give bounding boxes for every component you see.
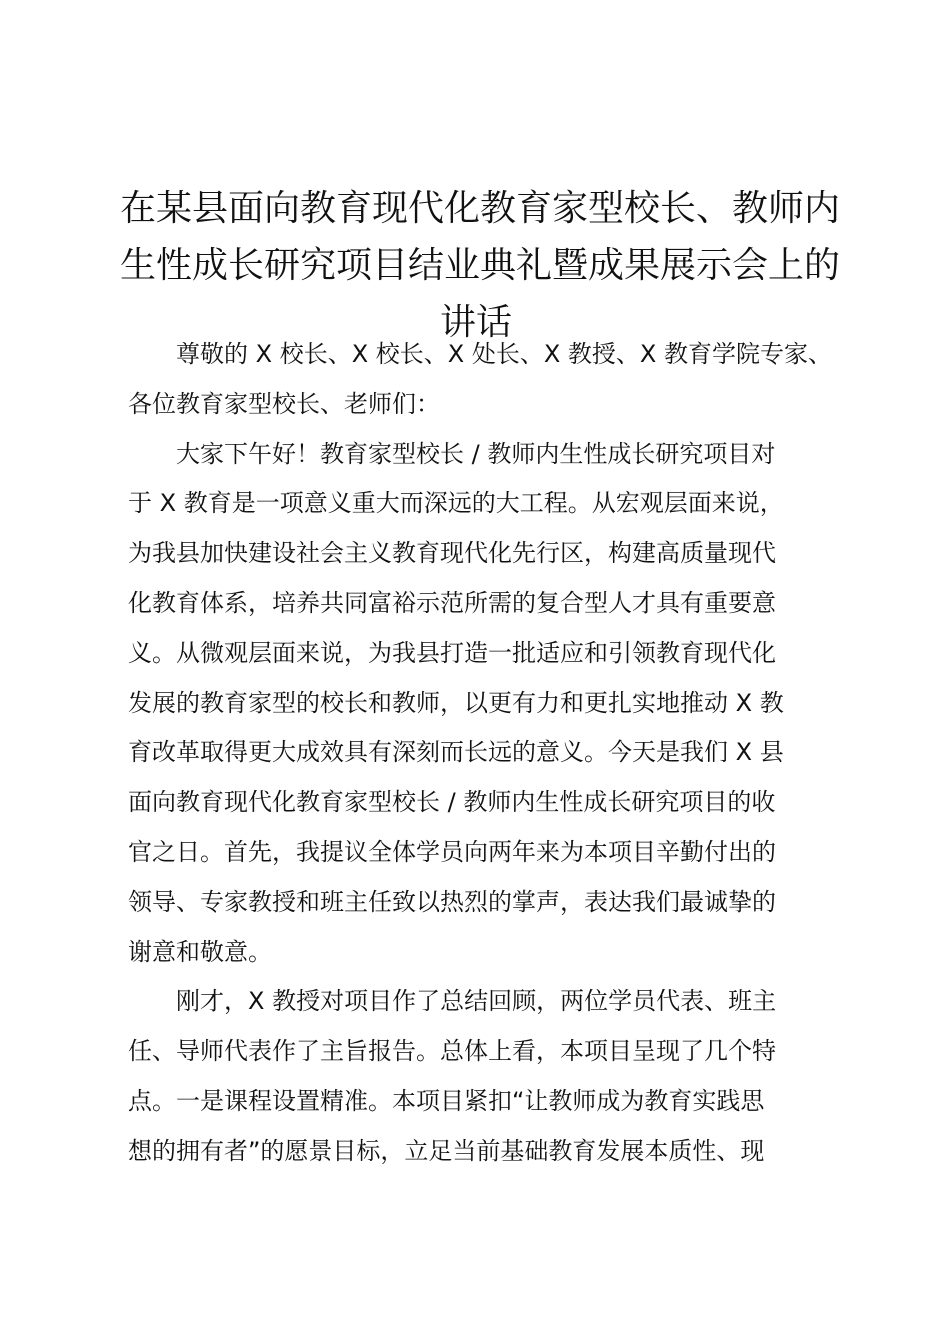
paragraph-1-line-2: 于 X 教育是一项意义重大而深远的大工程。从宏观层面来说， bbox=[128, 489, 784, 518]
paragraph-1-line-6: 发展的教育家型的校长和教师，以更有力和更扎实地推动 X 教 bbox=[128, 688, 784, 717]
paragraph-2-line-2: 任、导师代表作了主旨报告。总体上看，本项目呈现了几个特 bbox=[128, 1037, 776, 1066]
paragraph-1-line-7: 育改革取得更大成效具有深刻而长远的意义。今天是我们 X 县 bbox=[128, 738, 784, 767]
paragraph-1-line-8: 面向教育现代化教育家型校长 / 教师内生性成长研究项目的收 bbox=[128, 788, 776, 817]
salutation-line-2: 各位教育家型校长、老师们： bbox=[128, 389, 440, 418]
document-body bbox=[128, 330, 832, 1177]
paragraph-2-line-3: 点。一是课程设置精准。本项目紧扣“让教师成为教育实践思 bbox=[128, 1086, 765, 1115]
paragraph-1-line-10: 领导、专家教授和班主任致以热烈的掌声，表达我们最诚挚的 bbox=[128, 887, 776, 916]
paragraph-2-line-1: 刚才，X 教授对项目作了总结回顾，两位学员代表、班主 bbox=[176, 987, 777, 1016]
title-line-2: 生性成长研究项目结业典礼暨成果展示会上的 bbox=[120, 245, 841, 286]
title-line-1: 在某县面向教育现代化教育家型校长、教师内 bbox=[120, 188, 841, 229]
paragraph-1-line-3: 为我县加快建设社会主义教育现代化先行区，构建高质量现代 bbox=[128, 539, 776, 568]
paragraph-1-line-5: 义。从微观层面来说，为我县打造一批适应和引领教育现代化 bbox=[128, 638, 776, 667]
paragraph-1-line-9: 官之日。首先，我提议全体学员向两年来为本项目辛勤付出的 bbox=[128, 837, 776, 866]
paragraph-1-line-1: 大家下午好！教育家型校长 / 教师内生性成长研究项目对 bbox=[176, 439, 776, 468]
paragraph-2-line-4: 想的拥有者”的愿景目标，立足当前基础教育发展本质性、现 bbox=[128, 1136, 765, 1165]
document-title bbox=[120, 180, 841, 351]
paragraph-1-line-11: 谢意和敬意。 bbox=[128, 937, 272, 966]
salutation-line-1: 尊敬的 X 校长、X 校长、X 处长、X 教授、X 教育学院专家、 bbox=[176, 340, 832, 368]
paragraph-1-line-4: 化教育体系，培养共同富裕示范所需的复合型人才具有重要意 bbox=[128, 588, 776, 617]
title-line-3: 讲话 bbox=[439, 302, 512, 343]
